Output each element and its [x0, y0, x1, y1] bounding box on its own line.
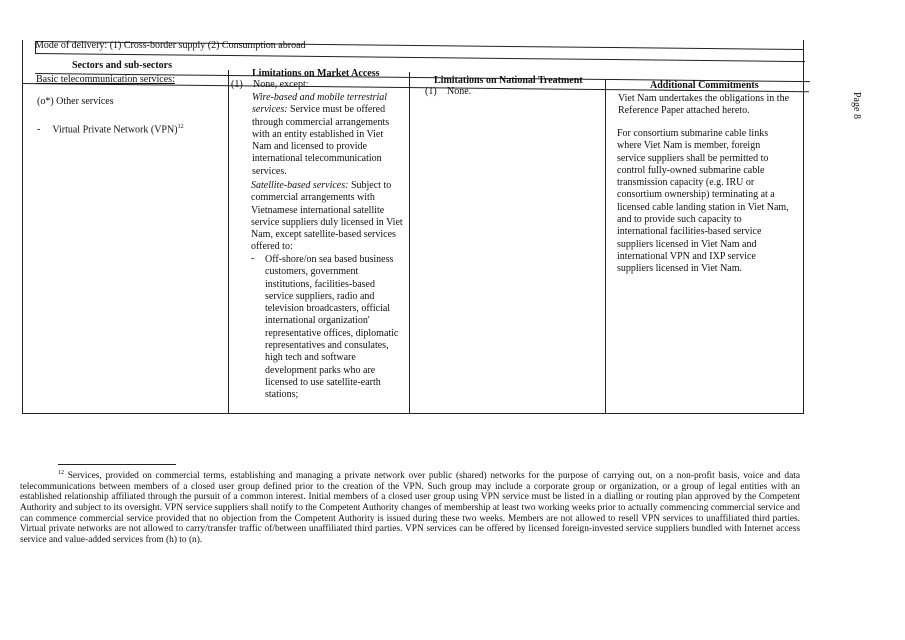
market-access-none-except: None, except:	[253, 79, 309, 90]
sector-other-services: (o*) Other services	[37, 96, 114, 107]
sector-vpn: - Virtual Private Network (VPN)$^{12}$	[37, 124, 184, 136]
footnote-12: $^{12}$ Services, provided on commercial terms, establishing and managing a private network over public (shared) networks for the purpose of carrying out, on a non-profit basis, voice and data telecommunications between members of a closed user group defined prior to the creation of the VPN. Such group may include a corporate group or organization, or a group of legal entities with an established relationship affiliated through the pursuit of a common interest. Initial members of a closed user group using VPN service must be listed in a dialling or routing plan approved by the Competent Authority and subject to its oversight. VPN service suppliers shall notify to the Competent Authority changes of membership at least two working weeks prior to actually commencing commercial service and can commence commercial service provided that no objection from the Competent Authority is issued during these two weeks. Members are not allowed to resell VPN services to unaffiliated third parties. Virtual private networks are not allowed to carry/transfer traffic of/between unaffiliated third parties. VPN services can be offered by licensed foreign-invested service suppliers bundled with Internet access service and value-added services from (h) to (n).	[20, 470, 801, 545]
header-national-treatment: Limitations on National Treatment	[434, 75, 583, 86]
header-market-access: Limitations on Market Access	[252, 68, 380, 79]
national-treatment-text: None.	[447, 86, 472, 97]
column-divider-3	[605, 79, 606, 413]
footnote-rule	[58, 464, 176, 465]
header-additional-commitments: Additional Commitments	[650, 80, 759, 91]
column-divider-2	[409, 72, 410, 413]
page-number: Page 8	[851, 92, 862, 119]
market-access-wired: Wire-based and mobile terrestrial services: Service must be offered through commercial arrangements with an entity established in Viet Nam and licensed to provide international telecommunication services.	[252, 92, 390, 177]
column-divider-1	[228, 70, 229, 413]
mode-of-delivery: Mode of delivery: (1) Cross-border supply (2) Consumption abroad	[35, 40, 306, 51]
market-access-exception-list: Off-shore/on sea based business customers, government institutions, facilities-based service suppliers, radio and television broadcasters, official international organization' representative offices, diplomatic representatives and consulates, high tech and software development parks who are licensed to use satellite-earth stations;	[265, 254, 399, 401]
market-access-mode: (1)	[231, 79, 243, 90]
header-sectors: Sectors and sub-sectors	[72, 60, 172, 71]
additional-submarine-cable: For consortium submarine cable links where Viet Nam is member, foreign service suppliers shall be permitted to control fully-owned submarine cable transmission capacity (e.g. IRU or consortium ownership) terminating at a licensed cable landing station in Viet Nam, and to provide such capacity to international facilities-based service suppliers licensed in Viet Nam and international VPN and IXP service suppliers licensed in Viet Nam.	[617, 128, 789, 275]
bullet-dash: -	[251, 253, 255, 264]
additional-reference-paper: Viet Nam undertakes the obligations in the Reference Paper attached hereto.	[618, 93, 790, 117]
sector-basic-telecom: Basic telecommunication services:	[36, 74, 175, 85]
market-access-satellite: Satellite-based services: Subject to commercial arrangements with Vietnamese international satellite service suppliers duly licensed in Viet Nam, except satellite-based services offered to:	[251, 180, 403, 253]
national-treatment-mode: (1)	[425, 86, 437, 97]
